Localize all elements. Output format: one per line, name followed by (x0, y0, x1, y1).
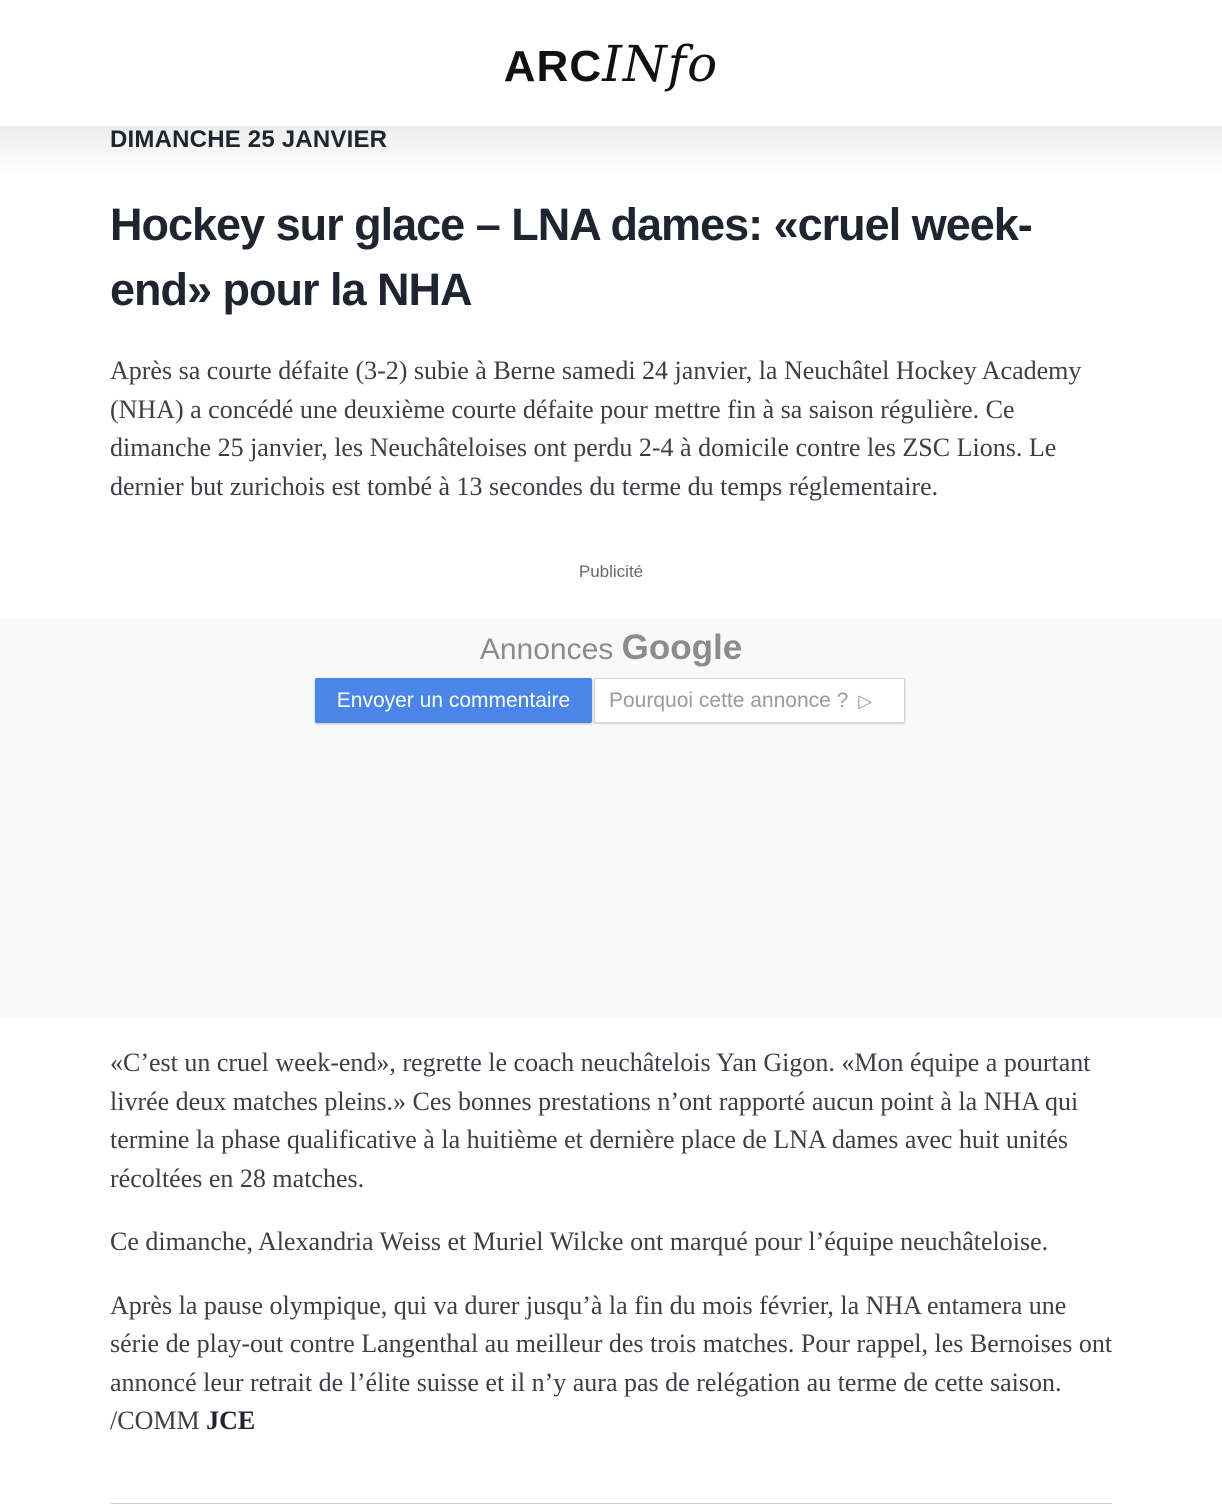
logo-arc: ARC (503, 42, 603, 91)
google-logo: Google (621, 628, 743, 667)
advertisement-label: Publicité (578, 562, 644, 581)
article-paragraph-last (110, 1287, 1115, 1441)
google-ad-panel (0, 618, 1222, 1017)
send-feedback-button[interactable]: Envoyer un commentaire (315, 678, 592, 723)
article-body (110, 1044, 1115, 1466)
adchoices-icon: ▷ (858, 691, 873, 711)
article-paragraph: Ce dimanche, Alexandria Weiss et Muriel Wilcke ont marqué pour l’équipe neuchâteloise. (110, 1227, 1049, 1256)
why-this-ad-label: Pourquoi cette annonce ? (609, 689, 849, 712)
why-this-ad-button[interactable] (594, 678, 905, 723)
author-initials: JCE (206, 1406, 256, 1435)
article-paragraph-text: Après la pause olympique, qui va durer jusqu’à la fin du mois février, la NHA entamera une série de play-out contre Langenthal au meilleur des trois matches. Pour rappel, les Bernoises ont annoncé leur retrait de l’élite suisse et il n’y aura pas de relégation au terme de cette saison. /COMM (110, 1290, 1113, 1435)
logo-info: INfo (602, 35, 719, 93)
article (110, 126, 1115, 506)
article-lead: Après sa courte défaite (3-2) subie à Berne samedi 24 janvier, la Neuchâtel Hockey Academy (NHA) a concédé une deuxième courte défaite pour mettre fin à sa saison régulière. Ce dimanche 25 janvier, les Neuchâteloises ont perdu 2-4 à domicile contre les ZSC Lions. Le dernier but zurichois est tombé à 13 secondes du terme du temps réglementaire. (110, 356, 1082, 501)
arcinfo-logo[interactable] (0, 34, 1222, 107)
google-ads-title (0, 628, 1222, 668)
article-paragraph: «C’est un cruel week-end», regrette le coach neuchâtelois Yan Gigon. «Mon équipe a pourtant livrée deux matches pleins.» Ces bonnes prestations n’ont rapporté aucun point à la NHA qui termine la phase qualificative à la huitième et dernière place de LNA dames avec huit unités récoltées en 28 matches. (110, 1048, 1091, 1193)
ad-actions (315, 678, 905, 723)
divider (110, 1503, 1112, 1504)
article-title: Hockey sur glace – LNA dames: «cruel week-end» pour la NHA (110, 199, 1032, 315)
ads-title-prefix: Annonces (479, 633, 614, 666)
article-kicker: DIMANCHE 25 JANVIER (110, 126, 388, 153)
site-header (0, 0, 1222, 126)
